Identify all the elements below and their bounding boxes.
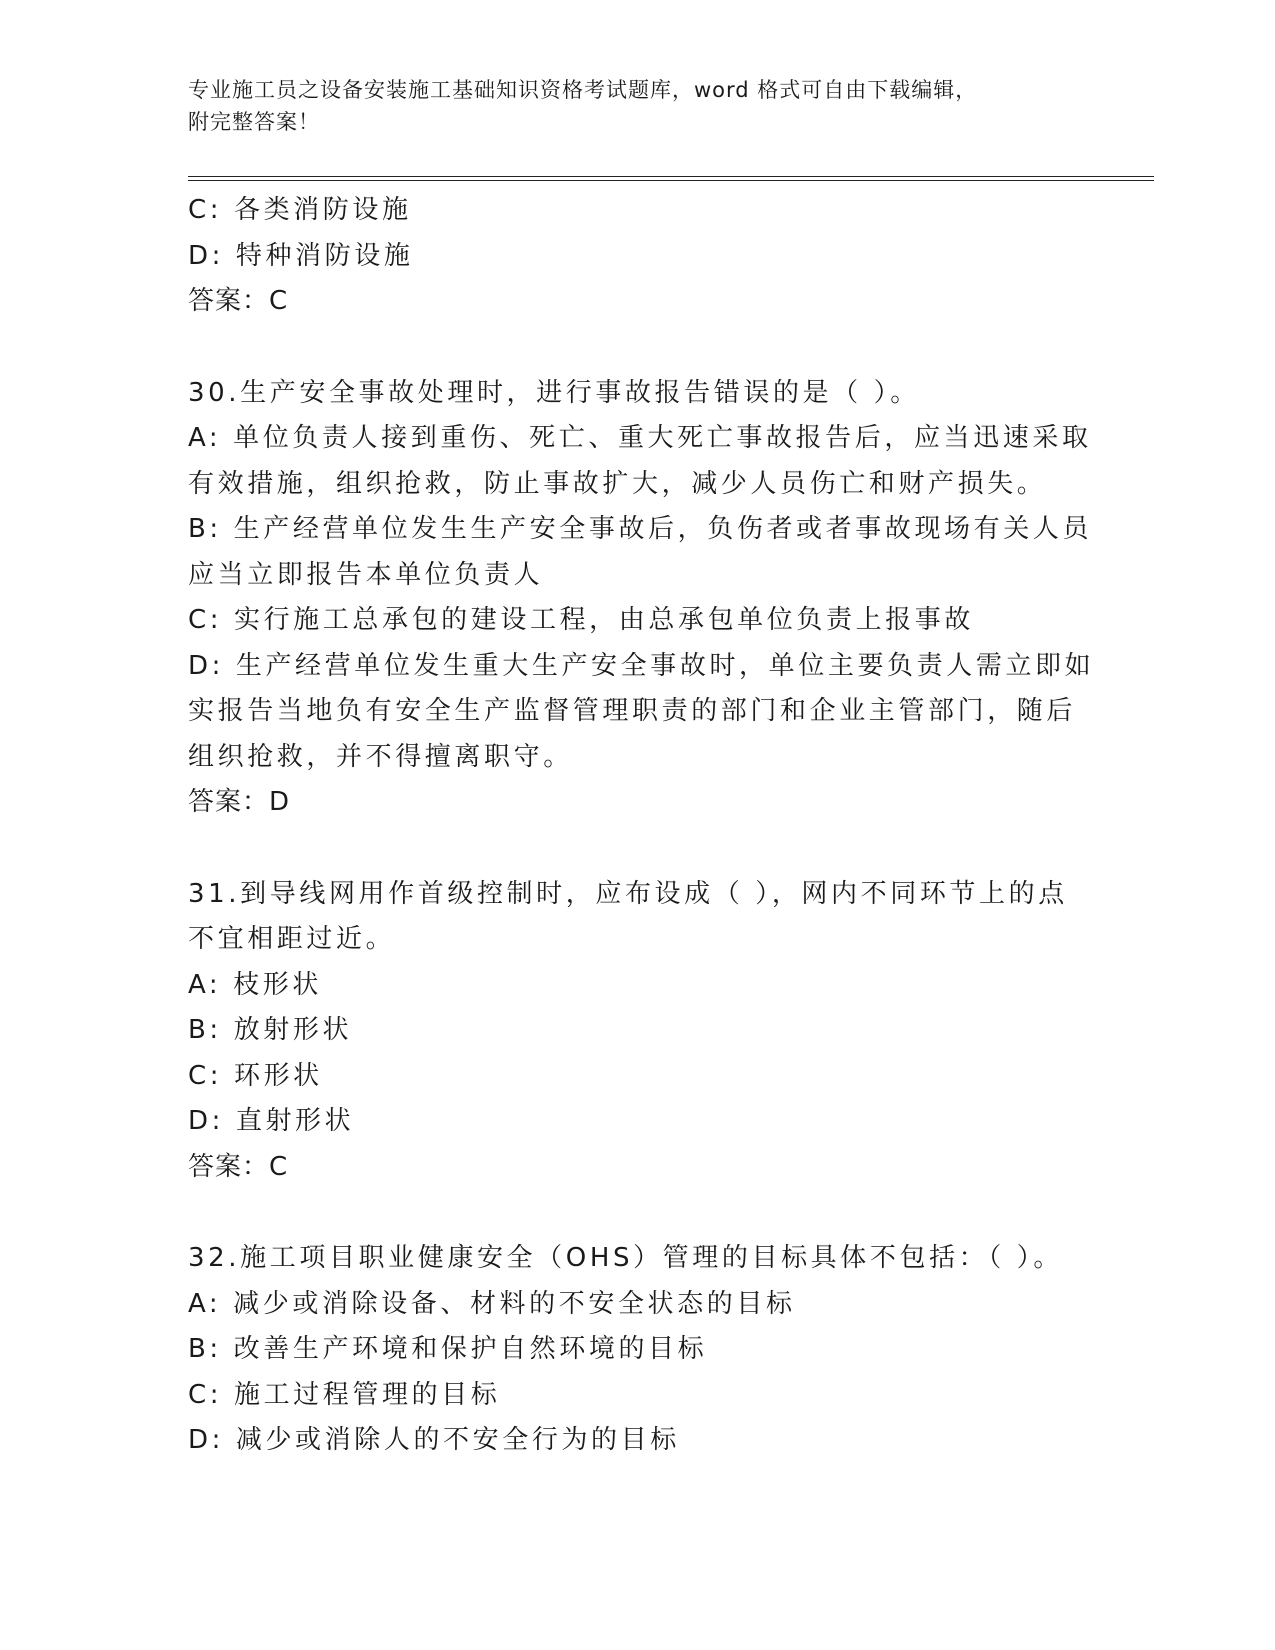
- option-line: A: 单位负责人接到重伤、死亡、重大死亡事故报告后，应当迅速采取: [188, 423, 1092, 453]
- question-stem: 31.到导线网用作首级控制时，应布设成（ ），网内不同环节上的点: [188, 878, 1068, 909]
- option-line: 有效措施，组织抢救，防止事故扩大，减少人员伤亡和财产损失。: [188, 468, 1047, 499]
- header-divider: [188, 176, 1154, 181]
- document-header: [188, 74, 1068, 138]
- question-32-block: [188, 1236, 1088, 1464]
- option-line: C: 实行施工总承包的建设工程，由总承包单位负责上报事故: [188, 605, 974, 635]
- option-line: D: 直射形状: [188, 1106, 355, 1136]
- option-line: C: 施工过程管理的目标: [188, 1379, 501, 1410]
- answer-line: 答案：C: [188, 1151, 289, 1182]
- prev-question-block: [188, 188, 1088, 325]
- option-line: D: 特种消防设施: [188, 240, 414, 271]
- answer-line: 答案：D: [188, 787, 291, 817]
- option-line: B: 放射形状: [188, 1015, 353, 1045]
- option-line: B: 生产经营单位发生生产安全事故后，负伤者或者事故现场有关人员: [188, 514, 1093, 544]
- header-line-1: 专业施工员之设备安装施工基础知识资格考试题库，word 格式可自由下载编辑，: [188, 78, 978, 102]
- option-line: D: 减少或消除人的不安全行为的目标: [188, 1425, 680, 1455]
- question-stem: 30.生产安全事故处理时，进行事故报告错误的是（ ）。: [188, 377, 920, 408]
- option-line: A: 减少或消除设备、材料的不安全状态的目标: [188, 1288, 796, 1319]
- header-line-2: 附完整答案！: [188, 110, 320, 134]
- option-line: 实报告当地负有安全生产监督管理职责的部门和企业主管部门，随后: [188, 696, 1077, 726]
- question-list: [188, 188, 1095, 1464]
- option-line: B: 改善生产环境和保护自然环境的目标: [188, 1334, 708, 1364]
- option-line: D: 生产经营单位发生重大生产安全事故时，单位主要负责人需立即如: [188, 650, 1095, 681]
- question-stem: 不宜相距过近。: [188, 924, 396, 954]
- option-line: C: 环形状: [188, 1060, 323, 1091]
- option-line: 组织抢救，并不得擅离职守。: [188, 741, 573, 772]
- question-30-block: [188, 371, 1095, 826]
- option-line: A: 枝形状: [188, 969, 322, 1000]
- question-31-block: [188, 872, 1088, 1191]
- option-line: C: 各类消防设施: [188, 195, 412, 225]
- answer-line: 答案：C: [188, 286, 289, 316]
- option-line: 应当立即报告本单位负责人: [188, 559, 544, 590]
- question-stem: 32.施工项目职业健康安全（OHS）管理的目标具体不包括：（ ）。: [188, 1243, 1063, 1273]
